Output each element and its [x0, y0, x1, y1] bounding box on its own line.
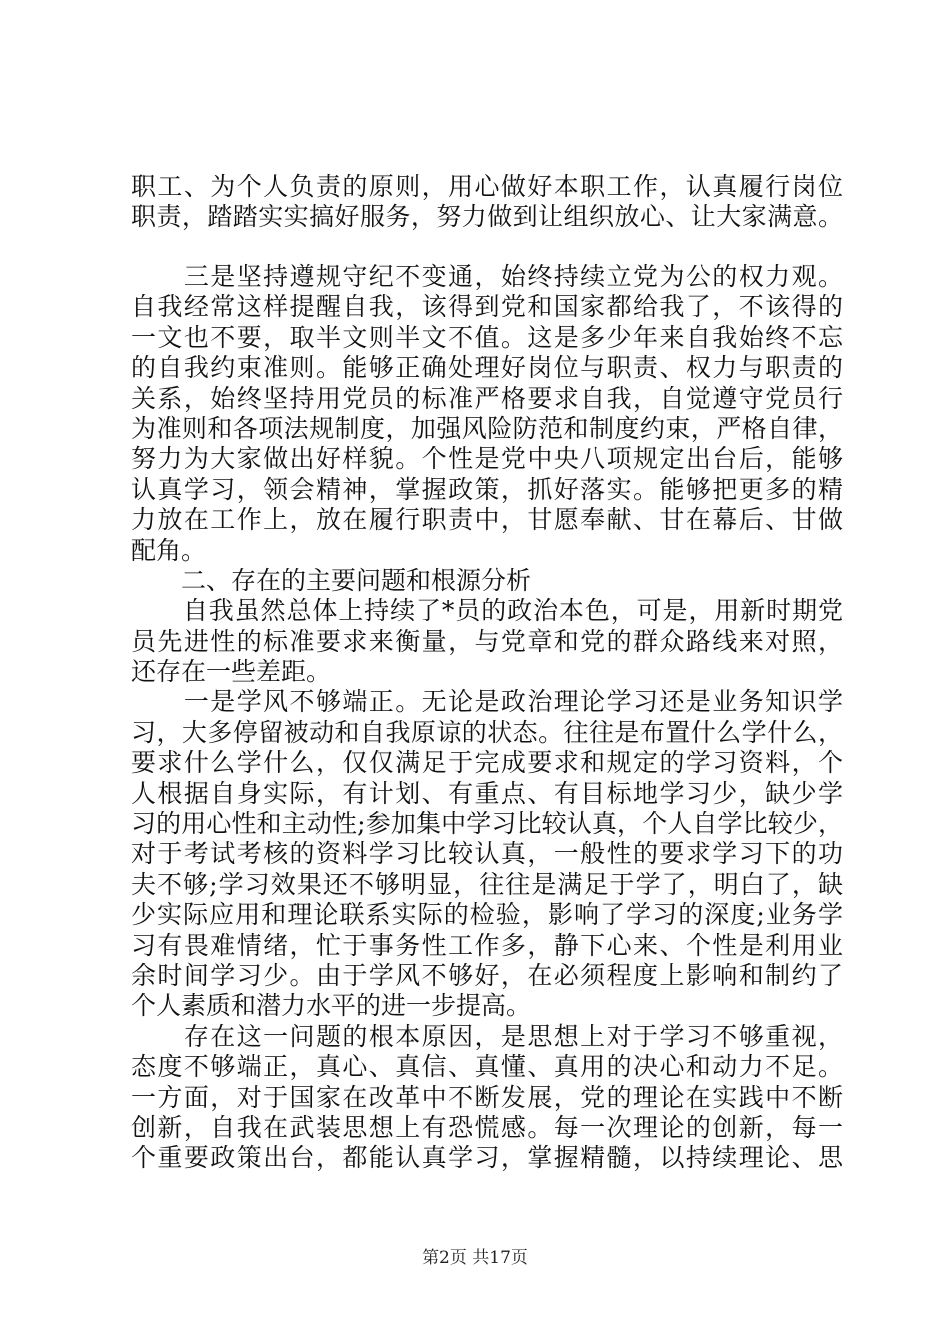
page-footer: 第2页 共17页	[422, 1248, 528, 1268]
text-line: 对于考试考核的资料学习比较认真，一般性的要求学习下的功	[131, 839, 843, 869]
text-line: 二、存在的主要问题和根源分析	[131, 565, 532, 595]
text-line: 认真学习，领会精神，掌握政策，抓好落实。能够把更多的精	[131, 474, 843, 504]
text-line: 余时间学习少。由于学风不够好，在必须程度上影响和制约了	[131, 960, 843, 990]
text-line: 职工、为个人负责的原则，用心做好本职工作，认真履行岗位	[131, 172, 843, 201]
text-line: 还存在一些差距。	[131, 657, 332, 687]
text-line: 要求什么学什么，仅仅满足于完成要求和规定的学习资料，个	[131, 748, 843, 778]
text-line: 存在这一问题的根本原因，是思想上对于学习不够重视，	[131, 1021, 843, 1051]
text-line: 自我虽然总体上持续了*员的政治本色，可是，用新时期党	[131, 596, 843, 626]
text-line: 个人素质和潜力水平的进一步提高。	[131, 991, 532, 1021]
text-line: 配角。	[131, 535, 207, 565]
paragraph-block-1	[131, 172, 843, 233]
text-line: 自我经常这样提醒自我，该得到党和国家都给我了，不该得的	[131, 292, 843, 322]
text-line: 夫不够;学习效果还不够明显，往往是满足于学了，明白了，缺	[131, 869, 843, 899]
text-line: 的自我约束准则。能够正确处理好岗位与职责、权力与职责的	[131, 353, 843, 383]
text-line: 创新，自我在武装思想上有恐慌感。每一次理论的创新，每一	[131, 1112, 843, 1142]
text-line: 习有畏难情绪，忙于事务性工作多，静下心来、个性是利用业	[131, 930, 843, 960]
text-line: 习，大多停留被动和自我原谅的状态。往往是布置什么学什么，	[131, 717, 843, 747]
text-line: 习的用心性和主动性;参加集中学习比较认真，个人自学比较少，	[131, 809, 843, 839]
text-line: 人根据自身实际，有计划、有重点、有目标地学习少，缺少学	[131, 778, 843, 808]
text-line: 职责，踏踏实实搞好服务，努力做到让组织放心、让大家满意。	[131, 202, 843, 232]
text-line: 一方面，对于国家在改革中不断发展，党的理论在实践中不断	[131, 1082, 843, 1112]
text-line: 努力为大家做出好样貌。个性是党中央八项规定出台后，能够	[131, 444, 843, 474]
text-line: 少实际应用和理论联系实际的检验，影响了学习的深度;业务学	[131, 900, 843, 930]
text-line: 一是学风不够端正。无论是政治理论学习还是业务知识学	[131, 687, 843, 717]
text-line: 为准则和各项法规制度，加强风险防范和制度约束，严格自律，	[131, 413, 843, 443]
text-line: 三是坚持遵规守纪不变通，始终持续立党为公的权力观。	[131, 262, 843, 291]
text-line: 一文也不要，取半文则半文不值。这是多少年来自我始终不忘	[131, 322, 843, 352]
text-line: 个重要政策出台，都能认真学习，掌握精髓，以持续理论、思	[131, 1143, 843, 1173]
text-line: 态度不够端正，真心、真信、真懂、真用的决心和动力不足。	[131, 1052, 843, 1082]
text-line: 员先进性的标准要求来衡量，与党章和党的群众路线来对照，	[131, 626, 843, 656]
paragraph-block-2	[131, 262, 843, 1174]
text-line: 关系，始终坚持用党员的标准严格要求自我，自觉遵守党员行	[131, 383, 843, 413]
text-line: 力放在工作上，放在履行职责中，甘愿奉献、甘在幕后、甘做	[131, 505, 843, 535]
